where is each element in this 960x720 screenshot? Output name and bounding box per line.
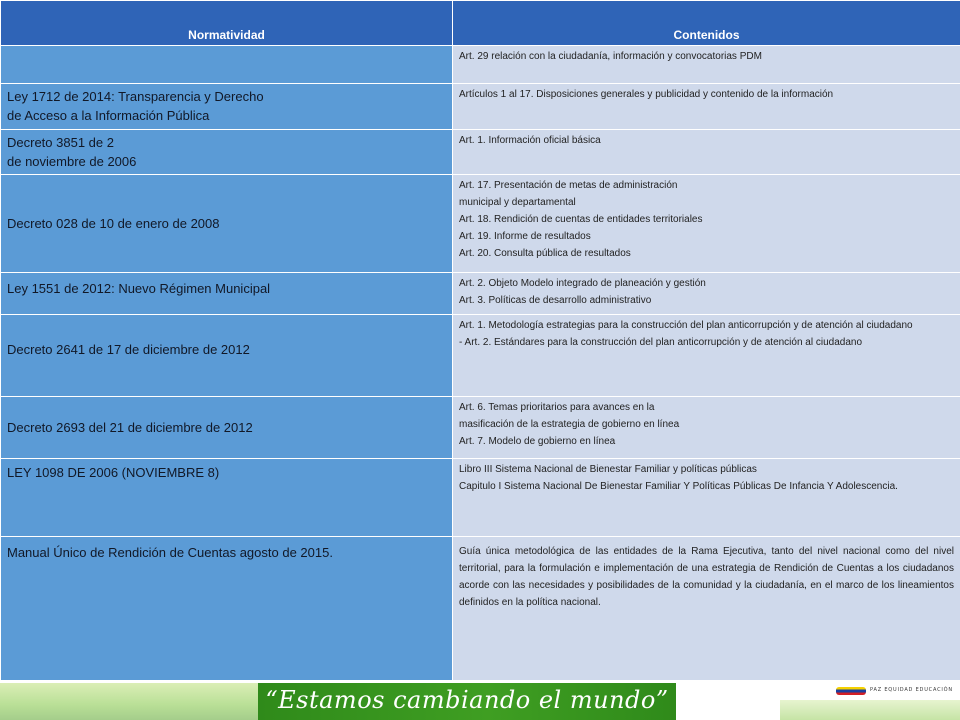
norm-line: Decreto 3851 de 2	[7, 135, 114, 150]
logo-text: PAZ EQUIDAD EDUCACIÓN	[870, 687, 953, 693]
content-cell	[453, 315, 960, 397]
content-cell	[453, 46, 960, 84]
table-row	[1, 84, 960, 130]
norm-cell	[1, 84, 453, 130]
content-line: Art. 20. Consulta pública de resultados	[459, 248, 631, 259]
flag-icon	[836, 687, 866, 695]
table-row	[1, 175, 960, 273]
norm-cell	[1, 46, 453, 84]
table-row	[1, 459, 960, 537]
table-row	[1, 537, 960, 681]
content-line: Art. 3. Políticas de desarrollo administrativo	[459, 295, 652, 306]
content-cell	[453, 84, 960, 130]
norm-line: de noviembre de 2006	[7, 154, 137, 169]
norm-line: Decreto 028 de 10 de enero de 2008	[7, 216, 220, 231]
table-row	[1, 315, 960, 397]
content-line: municipal y departamental	[459, 197, 576, 208]
norm-line: Ley 1551 de 2012: Nuevo Régimen Municipal	[7, 281, 271, 296]
content-line: Art. 17. Presentación de metas de administración	[459, 180, 678, 191]
content-cell	[453, 273, 960, 315]
content-line: Art. 1. Metodología estrategias para la construcción del plan anticorrupción y de atención al ciudadano	[459, 320, 913, 331]
content-cell	[453, 537, 960, 681]
norm-line: Decreto 2641 de 17 de diciembre de 2012	[7, 342, 250, 357]
header-normatividad: Normatividad	[1, 1, 453, 46]
norm-cell	[1, 130, 453, 175]
norm-cell	[1, 397, 453, 459]
content-line: Capitulo I Sistema Nacional De Bienestar Familiar Y Políticas Públicas De Infancia Y Adolescencia.	[459, 481, 898, 492]
table-row	[1, 397, 960, 459]
content-line: Guía única metodológica de las entidades de la Rama Ejecutiva, tanto del nivel nacional como del nivel territorial, para la formulación e implementación de una estrategia de Rendición de Cuentas a los ciudadanos acorde con las necesidades y posibilidades de la comunidad y la ciudadanía, en el marco de los lineamientos definidos en la política nacional.	[459, 546, 954, 608]
footer-grass-left	[0, 683, 260, 720]
norm-cell	[1, 175, 453, 273]
norm-cell	[1, 315, 453, 397]
norm-cell	[1, 459, 453, 537]
norm-cell	[1, 273, 453, 315]
content-line: Art. 1. Información oficial básica	[459, 135, 601, 146]
norm-line: de Acceso a la Información Pública	[7, 108, 210, 123]
footer-grass-right	[780, 700, 960, 720]
content-line: Art. 18. Rendición de cuentas de entidades territoriales	[459, 214, 703, 225]
table-row	[1, 273, 960, 315]
table-row	[1, 130, 960, 175]
header-contenidos: Contenidos	[453, 1, 960, 46]
content-line: Art. 19. Informe de resultados	[459, 231, 591, 242]
content-cell	[453, 130, 960, 175]
content-line: Art. 6. Temas prioritarios para avances en la	[459, 402, 655, 413]
table-header-row	[1, 1, 960, 46]
content-line: Art. 29 relación con la ciudadanía, información y convocatorias PDM	[459, 51, 762, 62]
content-cell	[453, 175, 960, 273]
norm-line: Ley 1712 de 2014: Transparencia y Derecho	[7, 89, 264, 104]
slogan-text: “Estamos cambiando el mundo”	[265, 686, 669, 714]
content-cell	[453, 459, 960, 537]
content-line: Libro III Sistema Nacional de Bienestar Familiar y políticas públicas	[459, 464, 757, 475]
content-cell	[453, 397, 960, 459]
content-line: - Art. 2. Estándares para la construcción del plan anticorrupción y de atención al ciudadano	[459, 337, 863, 348]
norm-line: LEY 1098 DE 2006 (NOVIEMBRE 8)	[7, 465, 220, 480]
government-logo	[836, 684, 952, 698]
norm-cell	[1, 537, 453, 681]
table-row	[1, 46, 960, 84]
content-line: Artículos 1 al 17. Disposiciones generales y publicidad y contenido de la información	[459, 89, 834, 100]
content-line: masificación de la estrategia de gobierno en línea	[459, 419, 680, 430]
content-line: Art. 7. Modelo de gobierno en línea	[459, 436, 616, 447]
norm-line: Manual Único de Rendición de Cuentas agosto de 2015.	[7, 545, 333, 560]
norm-line: Decreto 2693 del 21 de diciembre de 2012	[7, 420, 253, 435]
content-line: Art. 2. Objeto Modelo integrado de planeación y gestión	[459, 278, 706, 289]
